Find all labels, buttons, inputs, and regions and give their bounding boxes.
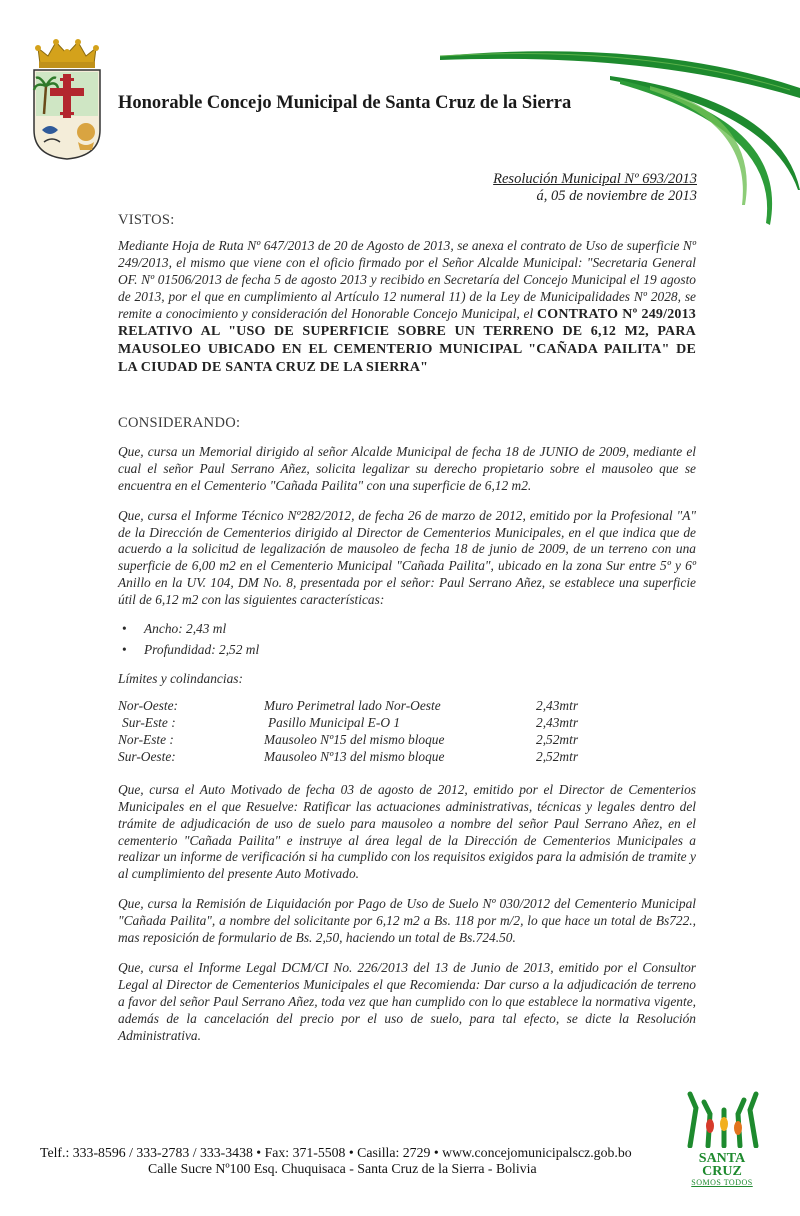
limit-size: 2,43mtr bbox=[536, 697, 579, 713]
considerando-paragraph-5: Que, cursa el Informe Legal DCM/CI No. 226/2013 del 13 de Junio de 2013, emitido por el Consultor Legal al Director de Cementerios Municipales el que Recomienda: Dar curso a la adjudicación de terreno a favor del señor Paul Serrano Añez, toda vez que han cumplido con lo que establece la normativa vigente, además de la cancelación del precio por el uso de suelo, para tal efecto, se dicte la Resolución Administrativa. bbox=[118, 959, 696, 1043]
resolution-number: Resolución Municipal Nº 693/2013 bbox=[493, 171, 697, 187]
limit-description: Mausoleo Nº15 del mismo bloque bbox=[264, 731, 445, 747]
considerando-paragraph-2: Que, cursa el Informe Técnico Nº282/2012, de fecha 26 de marzo de 2012, emitido por la Profesional "A" de la Dirección de Cementerios dirigido al Director de Cementerios Municipales, en el que indica que de acuerdo a la solicitud de legalización de mausoleo de fecha 18 de junio de 2009, de un terreno con una superficie de 6,00 m2 en el Cementerio Municipal "Cañada Pailita", ubicado en la zona Sur entre 5º y 6º Anillo en la UV. 104, DM No. 8, presentada por el señor: Paul Serrano Añez, se establece una superficie útil de 6,12 m2 con las siguientes características: bbox=[118, 507, 696, 608]
coat-of-arms-icon bbox=[30, 38, 104, 160]
limit-description: Pasillo Municipal E-O 1 bbox=[268, 714, 401, 730]
institution-title: Honorable Concejo Municipal de Santa Cruz de la Sierra bbox=[118, 93, 572, 113]
considerando-paragraph-3: Que, cursa el Auto Motivado de fecha 03 de agosto de 2012, emitido por el Director de Cementerios Municipales en el que Resuelve: Ratificar las actuaciones administrativas, técnicas y legales dentro del trámite de adjudicación de uso de suelo para mausoleo a nombre del señor Paul Serrano Añez, en el cementerio "Cañada Pailita" e instruye al área legal de la Dirección de Cementerios Municipales a realizar un informe de verificación si ha cumplido con los requisitos exigidos para la admisión de tramite y al cumplimiento del presente Auto Motivado. bbox=[118, 781, 696, 882]
limit-side: Nor-Oeste: bbox=[118, 697, 178, 713]
footer bbox=[40, 1145, 632, 1177]
limit-side: Sur-Oeste: bbox=[118, 748, 176, 764]
dimension-width: • Ancho: 2,43 ml bbox=[144, 621, 696, 638]
resolution-date: á, 05 de noviembre de 2013 bbox=[536, 188, 697, 204]
footer-contact: Telf.: 333-8596 / 333-2783 / 333-3438 • Fax: 371-5508 • Casilla: 2729 • www.concejomunicipalscz.gob.bo bbox=[40, 1145, 632, 1160]
limit-side: Nor-Este : bbox=[118, 731, 174, 747]
table-row bbox=[118, 749, 578, 766]
contract-title: CONTRATO Nº 249/2013 RELATIVO AL "USO DE SUPERFICIE SOBRE UN TERRENO DE 6,12 M2, PARA MAUSOLEO UBICADO EN EL CEMENTERIO MUNICIPAL "CAÑADA PAILITA" DE LA CIUDAD DE SANTA CRUZ DE LA SIERRA" bbox=[118, 306, 696, 376]
considerando-paragraph-1: Que, cursa un Memorial dirigido al señor Alcalde Municipal de fecha 18 de JUNIO de 2009, mediante el cual el señor Paul Serrano Añez, solicita legalizar su derecho propietario sobre el mausoleo que se encuentra en el Cementerio "Cañada Pailita" con una superficie de 6,12 m2. bbox=[118, 443, 696, 493]
vistos-text: Mediante Hoja de Ruta Nº 647/2013 de 20 de Agosto de 2013, se anexa el contrato de Uso de superficie Nº 249/2013, el mismo que viene con el oficio firmado por el Señor Alcalde Municipal: "Secretaria General OF. Nº 01506/2013 de fecha 5 de agosto 2013 y recibido en Secretaría del Concejo Municipal el 19 agosto de 2013, por el que en cumplimiento al Artículo 12 numeral 11) de la Ley de Municipalidades Nº 2028, se remite a conocimiento y consideración del Honorable Concejo Municipal, el bbox=[118, 237, 696, 321]
limits-table bbox=[118, 698, 578, 766]
limit-size: 2,52mtr bbox=[536, 731, 579, 747]
santa-cruz-logo bbox=[680, 1088, 764, 1187]
limit-description: Muro Perimetral lado Nor-Oeste bbox=[264, 697, 441, 713]
limits-heading: Límites y colindancias: bbox=[118, 670, 243, 686]
vistos-paragraph bbox=[118, 238, 696, 377]
considerando-paragraph-4: Que, cursa la Remisión de Liquidación por Pago de Uso de Suelo Nº 030/2012 del Cementerio Municipal "Cañada Pailita", a nombre del solicitante por 6,12 m2 a Bs. 118 por m/2, lo que hace un total de Bs722., mas reposición de formulario de Bs. 2,50, haciendo un total de Bs.724.50. bbox=[118, 896, 696, 946]
logo-text-bottom: SOMOS TODOS bbox=[691, 1178, 753, 1187]
vistos-heading: VISTOS: bbox=[118, 212, 175, 228]
limit-description: Mausoleo Nº13 del mismo bloque bbox=[264, 748, 445, 764]
santa-cruz-figures-icon bbox=[680, 1088, 764, 1148]
table-row bbox=[118, 732, 578, 749]
limit-side: Sur-Este : bbox=[122, 714, 176, 730]
logo-text-top: SANTA CRUZ bbox=[698, 1151, 746, 1179]
footer-address: Calle Sucre Nº100 Esq. Chuquisaca - Santa Cruz de la Sierra - Bolivia bbox=[148, 1161, 537, 1176]
table-row bbox=[118, 698, 578, 715]
table-row bbox=[118, 715, 578, 732]
resolution-header bbox=[493, 171, 697, 205]
considerando-section bbox=[118, 415, 696, 1044]
vistos-section bbox=[118, 212, 696, 377]
dimensions-list bbox=[118, 621, 696, 659]
considerando-heading: CONSIDERANDO: bbox=[118, 415, 241, 431]
limit-size: 2,52mtr bbox=[536, 748, 579, 764]
limit-size: 2,43mtr bbox=[536, 714, 579, 730]
dimension-depth: • Profundidad: 2,52 ml bbox=[144, 642, 696, 659]
